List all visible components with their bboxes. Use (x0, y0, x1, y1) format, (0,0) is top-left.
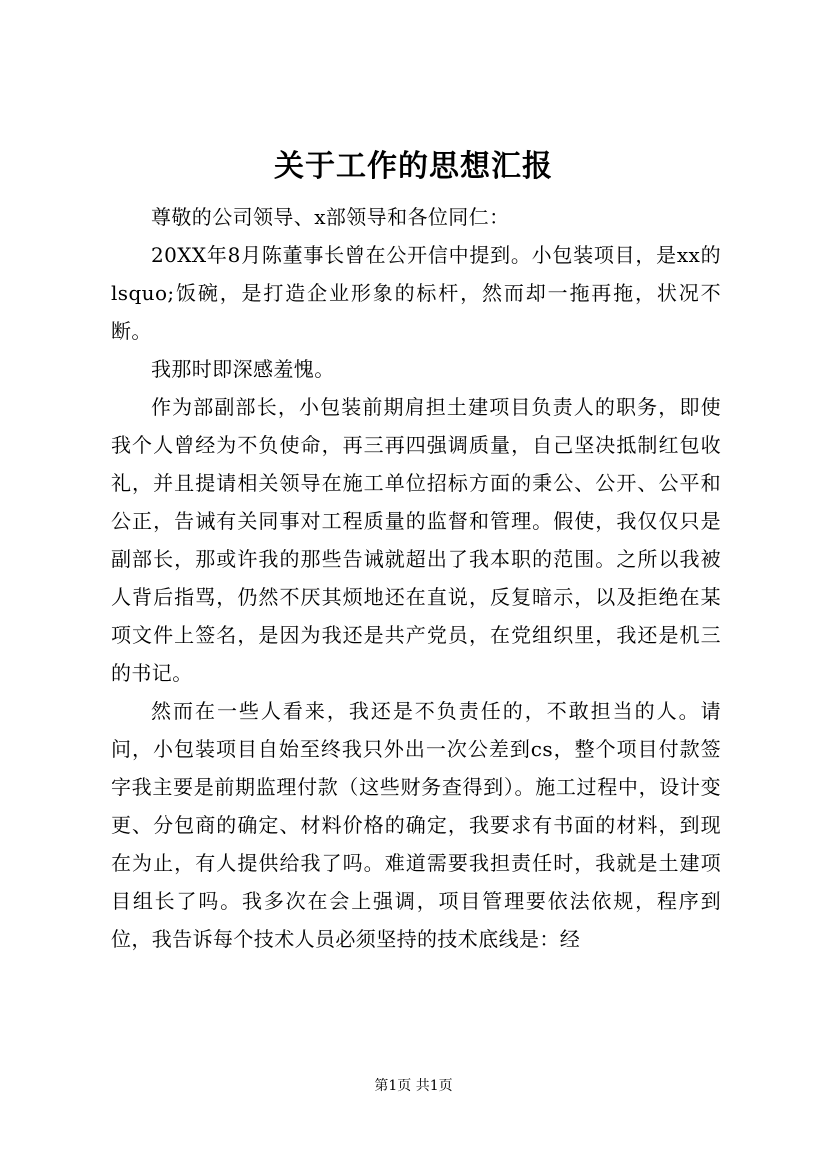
document-body (111, 198, 721, 958)
body-paragraph: 20XX年8月陈董事长曾在公开信中提到。小包装项目，是xx的lsquo;饭碗，是打造企业形象的标杆，然而却一拖再拖，状况不断。 (111, 243, 721, 343)
page-footer: 第1页 共1页 (374, 1078, 453, 1094)
salutation-paragraph: 尊敬的公司领导、x部领导和各位同仁： (151, 205, 510, 229)
body-paragraph: 然而在一些人看来，我还是不负责任的，不敢担当的人。请问，小包装项目自始至终我只外出一次公差到cs，整个项目付款签字我主要是前期监理付款（这些财务查得到）。施工过程中，设计变更、分包商的确定、材料价格的确定，我要求有书面的材料，到现在为止，有人提供给我了吗。难道需要我担责任时，我就是土建项目组长了吗。我多次在会上强调，项目管理要依法依规，程序到位，我告诉每个技术人员必须坚持的技术底线是：经 (111, 699, 721, 951)
document-title: 关于工作的思想汇报 (274, 149, 553, 184)
body-paragraph: 作为部副部长，小包装前期肩担土建项目负责人的职务，即使我个人曾经为不负使命，再三再四强调质量，自己坚决抵制红包收礼，并且提请相关领导在施工单位招标方面的秉公、公开、公平和公正，告诫有关同事对工程质量的监督和管理。假使，我仅仅只是副部长，那或许我的那些告诫就超出了我本职的范围。之所以我被人背后指骂，仍然不厌其烦地还在直说，反复暗示，以及拒绝在某项文件上签名，是因为我还是共产党员，在党组织里，我还是机三的书记。 (111, 395, 721, 685)
body-paragraph: 我那时即深感羞愧。 (151, 357, 335, 381)
